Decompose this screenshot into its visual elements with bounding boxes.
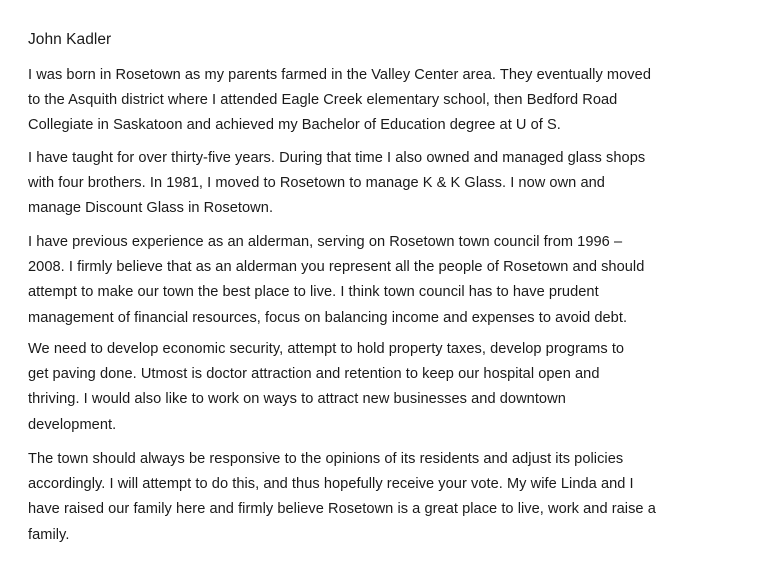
paragraph-career [28,146,773,222]
paragraph-line: get paving done. Utmost is doctor attraction and retention to keep our hospital open and [28,366,600,383]
paragraph-line: The town should always be responsive to the opinions of its residents and adjust its policies [28,451,624,467]
paragraph-line: I have taught for over thirty-five years. During that time I also owned and managed glass shops [28,150,646,166]
author-name: John Kadler [28,31,112,48]
paragraph-line: development. [28,416,117,433]
paragraph-line: to the Asquith district where I attended Eagle Creek elementary school, then Bedford Road [28,92,618,109]
paragraph-line: Collegiate in Saskatoon and achieved my Bachelor of Education degree at U of S. [28,117,561,134]
paragraph-line: management of financial resources, focus on balancing income and expenses to avoid debt. [28,309,628,326]
paragraph-goals [28,337,773,438]
paragraph-line: have raised our family here and firmly believe Rosetown is a great place to live, work and raise a [28,501,656,518]
paragraph-experience [28,230,773,331]
paragraph-line: accordingly. I will attempt to do this, and thus hopefully receive your vote. My wife Linda and I [28,476,634,493]
paragraph-line: family. [28,526,70,543]
paragraph-line: thriving. I would also like to work on ways to attract new businesses and downtown [28,391,566,408]
paragraph-line: attempt to make our town the best place to live. I think town council has to have prudent [28,284,599,301]
paragraph-line: I have previous experience as an alderman, serving on Rosetown town council from 1996 – [28,234,623,250]
paragraph-line: manage Discount Glass in Rosetown. [28,200,274,217]
paragraph-background [28,63,773,139]
paragraph-line: I was born in Rosetown as my parents farmed in the Valley Center area. They eventually moved [28,67,651,83]
paragraph-closing [28,447,773,548]
paragraph-line: with four brothers. In 1981, I moved to Rosetown to manage K & K Glass. I now own and [28,175,605,192]
paragraph-line: 2008. I firmly believe that as an alderman you represent all the people of Rosetown and should [28,259,645,276]
paragraph-line: We need to develop economic security, attempt to hold property taxes, develop programs to [28,341,625,357]
